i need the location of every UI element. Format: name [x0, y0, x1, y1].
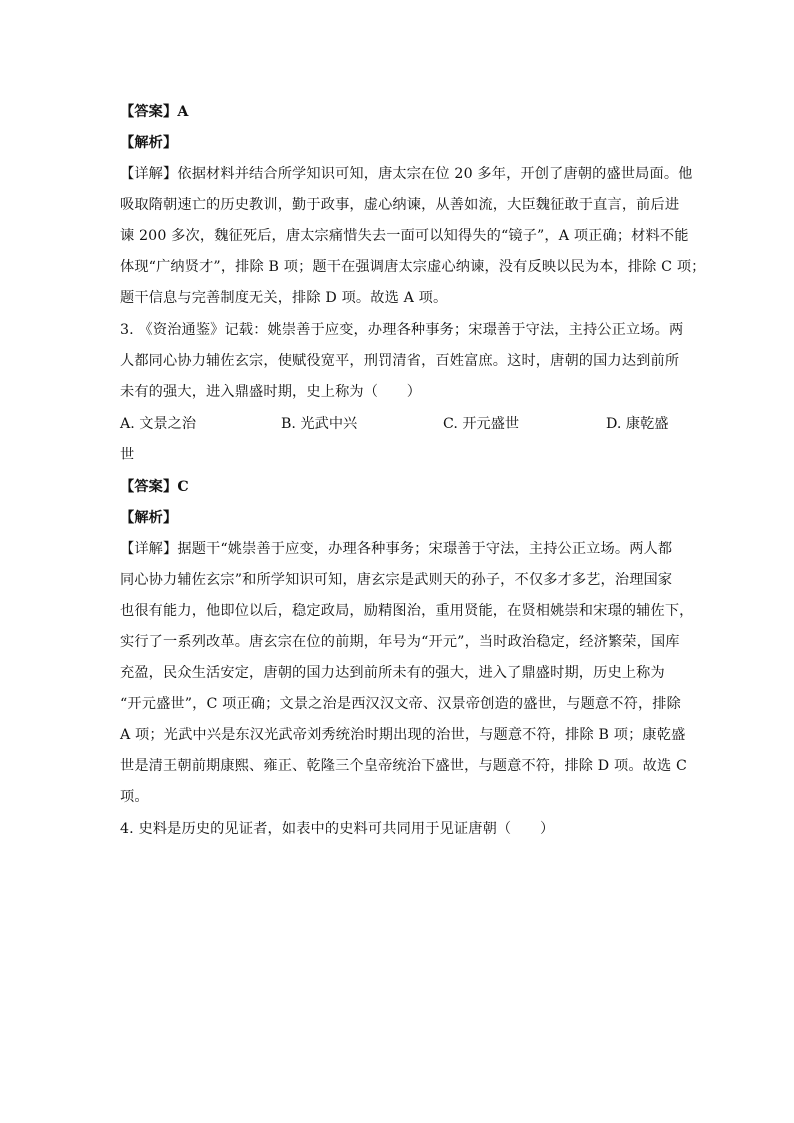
- detail-line: A 项；光武中兴是东汉光武帝刘秀统治时期出现的治世，与题意不符，排除 B 项；康乾盛: [120, 727, 686, 743]
- detail-line: 题干信息与完善制度无关，排除 D 项。故选 A 项。: [120, 290, 448, 306]
- detail-line: 世是清王朝前期康熙、雍正、乾隆三个皇帝统治下盛世，与题意不符，排除 D 项。故选 C: [120, 758, 687, 774]
- detail-line: 充盈，民众生活安定，唐朝的国力达到前所未有的强大，进入了鼎盛时期，历史上称为: [120, 665, 665, 681]
- question-4-stem: 4. 史料是历史的见证者，如表中的史料可共同用于见证唐朝（ ）: [120, 821, 555, 837]
- option-c: C. 开元盛世: [443, 416, 520, 432]
- detail-line: 【详解】据题干“姚崇善于应变，办理各种事务；宋璟善于守法，主持公正立场。两人都: [120, 541, 673, 557]
- detail-line: “开元盛世”，C 项正确；文景之治是西汉汉文帝、汉景帝创造的盛世，与题意不符，排除: [120, 696, 681, 712]
- detail-line: 同心协力辅佐玄宗”和所学知识可知，唐玄宗是武则天的孙子，不仅多才多艺，治理国家: [120, 572, 673, 588]
- option-b: B. 光武中兴: [281, 416, 358, 432]
- detail-line: 实行了一系列改革。唐玄宗在位的前期，年号为“开元”，当时政治稳定，经济繁荣，国库: [120, 634, 680, 650]
- option-d: D. 康乾盛: [606, 416, 669, 432]
- analysis-heading-1: 【解析】: [120, 135, 178, 151]
- analysis-heading-2: 【解析】: [120, 510, 178, 526]
- question-3-stem-line: 3. 《资治通鉴》记载：姚崇善于应变，办理各种事务；宋璟善于守法，主持公正立场。两: [120, 322, 684, 338]
- option-a: A. 文景之治: [120, 416, 197, 432]
- detail-line: 体现“广纳贤才”，排除 B 项；题干在强调唐太宗虚心纳谏，没有反映以民为本，排除 C 项；: [120, 259, 706, 275]
- question-3-stem-line: 未有的强大，进入鼎盛时期，史上称为（ ）: [120, 384, 422, 400]
- answer-label-2: 【答案】C: [120, 479, 189, 495]
- detail-line: 【详解】依据材料并结合所学知识可知，唐太宗在位 20 多年，开创了唐朝的盛世局面。他: [120, 166, 693, 182]
- question-3-stem-line: 人都同心协力辅佐玄宗，使赋役宽平，刑罚清省，百姓富庶。这时，唐朝的国力达到前所: [120, 353, 680, 369]
- detail-line: 项。: [120, 789, 149, 805]
- detail-line: 也很有能力，他即位以后，稳定政局，励精图治，重用贤能，在贤相姚崇和宋璟的辅佐下，: [120, 603, 694, 619]
- answer-label-1: 【答案】A: [120, 104, 189, 120]
- detail-line: 谏 200 多次，魏征死后，唐太宗痛惜失去一面可以知得失的“镜子”，A 项正确；材料不能: [120, 228, 689, 244]
- option-d-wrap: 世: [120, 447, 135, 463]
- detail-line: 吸取隋朝速亡的历史教训，勤于政事，虚心纳谏，从善如流，大臣魏征敢于直言，前后进: [120, 197, 680, 213]
